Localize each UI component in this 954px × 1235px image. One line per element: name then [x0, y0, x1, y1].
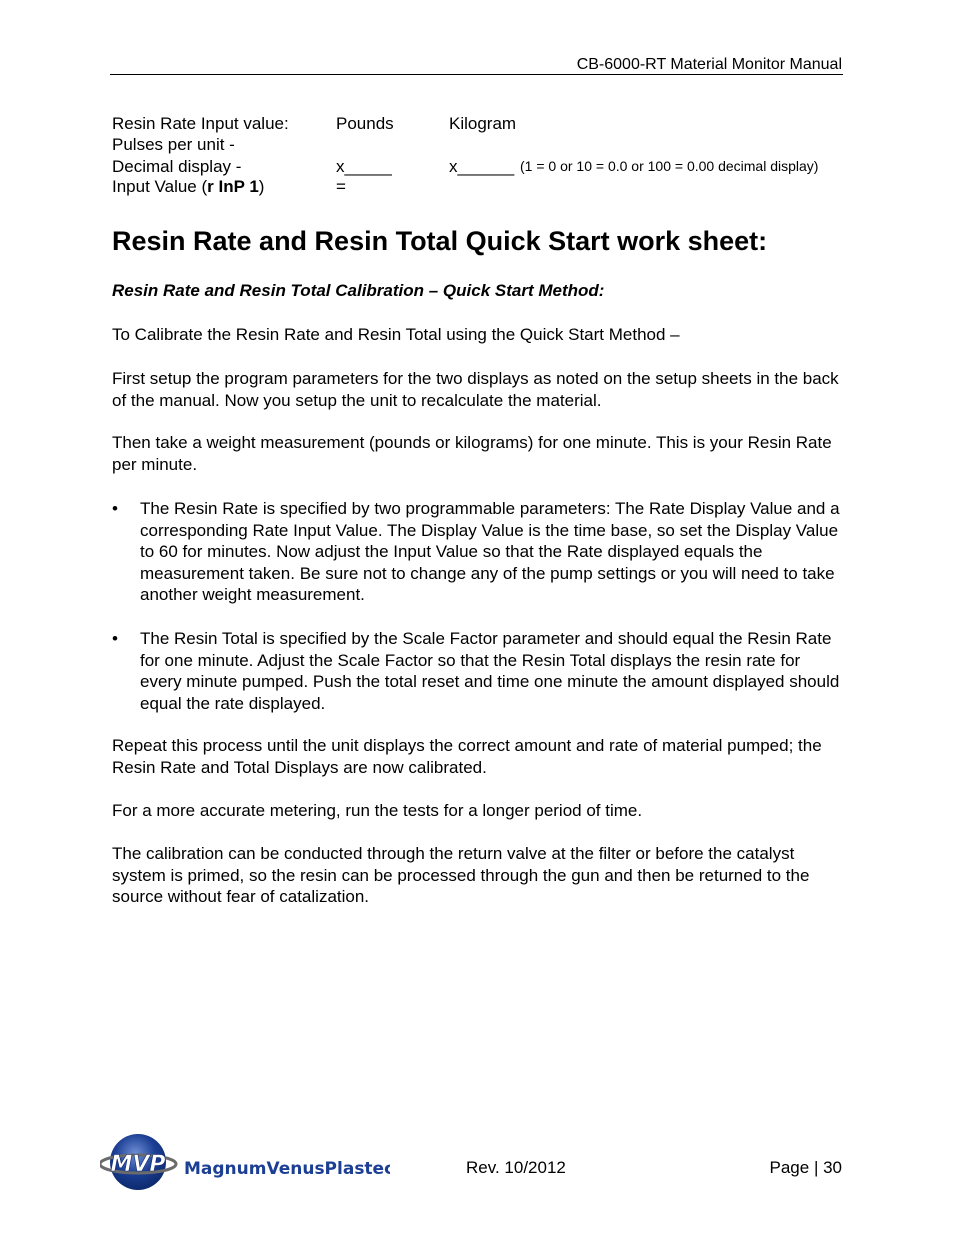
paragraph-measure: Then take a weight measurement (pounds or kilograms) for one minute. This is your Resin Rate per minute.	[112, 433, 832, 474]
input-value-prefix: Input Value (	[112, 177, 208, 196]
kilogram-blank: x______	[449, 157, 515, 176]
revision: Rev. 10/2012	[466, 1158, 566, 1177]
page-number: Page | 30	[769, 1158, 842, 1177]
logo-wordmark: MagnumVenusPlastech	[184, 1159, 390, 1179]
pounds-equals: =	[336, 177, 346, 196]
paragraph-intro: To Calibrate the Resin Rate and Resin Total using the Quick Start Method –	[112, 325, 680, 344]
pounds-blank: x_____	[336, 157, 392, 176]
paragraph-repeat: Repeat this process until the unit displays the correct amount and rate of material pumped; the Resin Rate and Total Displays are now calibrated.	[112, 736, 822, 777]
col-pounds: Pounds	[336, 114, 394, 133]
logo-graphic	[100, 1130, 390, 1194]
section-title: Resin Rate and Resin Total Quick Start work sheet:	[112, 226, 768, 256]
company-logo	[100, 1130, 390, 1194]
manual-title: CB-6000-RT Material Monitor Manual	[576, 56, 842, 73]
decimal-note: (1 = 0 or 10 = 0.0 or 100 = 0.00 decimal display)	[520, 158, 819, 174]
bullet-text: The Resin Total is specified by the Scale Factor parameter and should equal the Resin Rate for one minute. Adjust the Scale Factor so that the Resin Total displays the resin rate for every minute pumped. Push the total reset and time one minute the amount displayed should equal the rate displayed.	[140, 629, 840, 713]
row-head-input-value	[112, 176, 264, 197]
bullet-text: The Resin Rate is specified by two programmable parameters: The Rate Display Value and a corresponding Rate Input Value. The Display Value is the time base, so set the Display Value to 60 for minutes. Now adjust the Input Value so that the Rate displayed equals the measurement taken. Be sure not to change any of the pump settings or you will need to take another weight measurement.	[140, 499, 840, 604]
row-head-pulses: Pulses per unit -	[112, 135, 235, 154]
input-value-code: r InP 1	[207, 177, 259, 196]
col-kilogram: Kilogram	[449, 114, 517, 133]
paragraph-return-valve: The calibration can be conducted through the return valve at the filter or before the catalyst system is primed, so the resin can be processed through the gun and then be returned to the source without fear of catalization.	[112, 844, 810, 906]
row-head-resin-rate: Resin Rate Input value:	[112, 114, 289, 133]
section-subtitle: Resin Rate and Resin Total Calibration – Quick Start Method:	[112, 281, 605, 300]
paragraph-accuracy: For a more accurate metering, run the tests for a longer period of time.	[112, 801, 643, 820]
logo-mark: MVP	[110, 1152, 166, 1177]
paragraph-setup: First setup the program parameters for the two displays as noted on the setup sheets in the back of the manual. Now you setup the unit to recalculate the material.	[112, 369, 839, 410]
bullet-dot: •	[112, 499, 118, 518]
row-head-decimal: Decimal display -	[112, 157, 242, 176]
input-value-suffix: )	[258, 177, 265, 196]
header-rule	[110, 74, 843, 75]
bullet-dot: •	[112, 629, 118, 648]
